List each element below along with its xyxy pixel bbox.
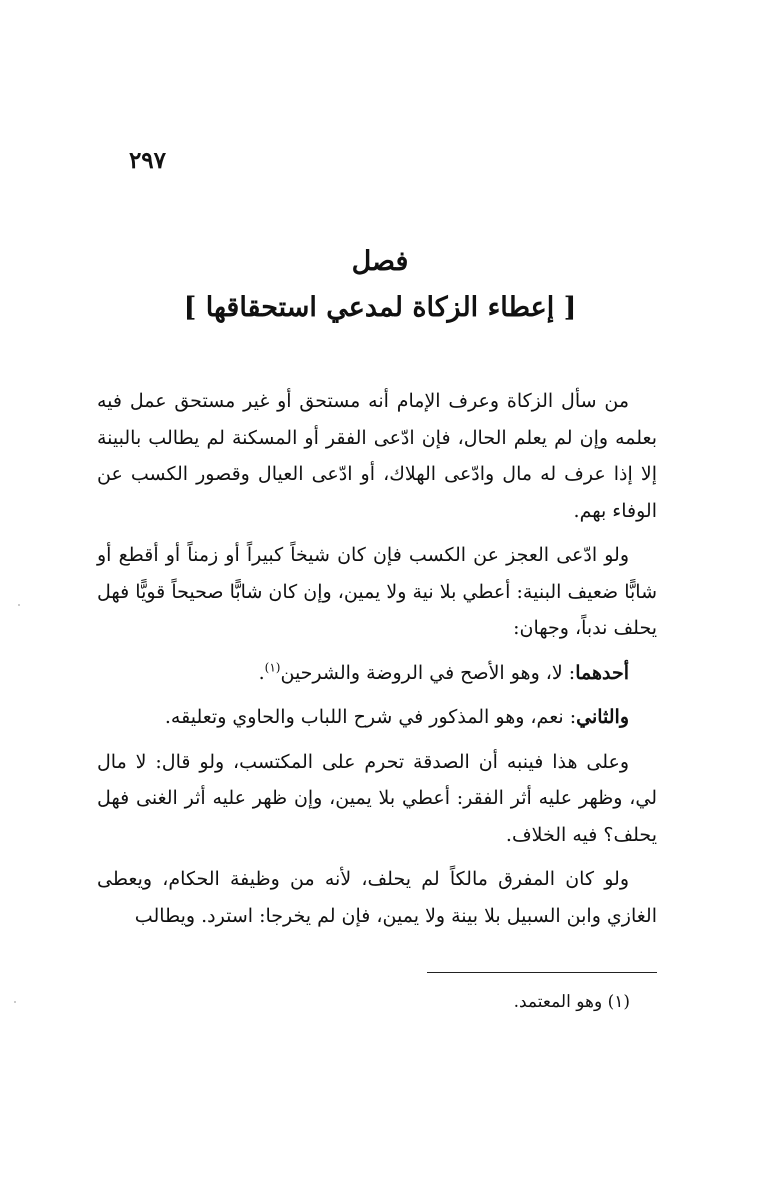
scan-speck xyxy=(18,604,20,606)
paragraph-text: ولو كان المفرق مالكاً لم يحلف، لأنه من وظيفة الحكام، ويعطى الغازي وابن السبيل بلا بينة ولا يمين، فإن لم يخرجا: استرد. ويطالب xyxy=(97,868,657,927)
body-text xyxy=(97,383,657,942)
section-subtitle: [ إعطاء الزكاة لمدعي استحقاقها ] xyxy=(183,292,577,323)
paragraph xyxy=(97,861,657,934)
paragraph-text: ولو ادّعى العجز عن الكسب فإن كان شيخاً كبيراً أو زمناً أو أقطع أو شابًّا ضعيف البنية: أعطي بلا نية ولا يمين، وإن كان شابًّا صحيحاً قويًّا فهل يحلف ندباً، وجهان: xyxy=(97,544,657,639)
scan-speck xyxy=(14,1001,16,1003)
section-title: فصل xyxy=(351,246,409,277)
paragraph-lead: أحدهما xyxy=(575,661,629,684)
footnote-divider xyxy=(427,972,657,973)
paragraph-text: : نعم، وهو المذكور في شرح اللباب والحاوي وتعليقه. xyxy=(164,706,577,728)
paragraph-text: : لا، وهو الأصح في الروضة والشرحين xyxy=(280,661,576,684)
paragraph-lead: والثاني xyxy=(576,706,629,728)
paragraph-text: وعلى هذا فينبه أن الصدقة تحرم على المكتسب، ولو قال: لا مال لي، وظهر عليه أثر الفقر: أعطي بلا يمين، وإن ظهر عليه أثر الغنى فهل يحلف؟ فيه الخلاف. xyxy=(97,750,657,846)
paragraph-text: من سأل الزكاة وعرف الإمام أنه مستحق أو غير مستحق عمل فيه بعلمه وإن لم يعلم الحال، فإن ادّعى الفقر أو المسكنة لم يطالب بالبينة إلا إذا عرف له مال وادّعى الهلاك، أو ادّعى العيال وقصور الكسب عن الوفاء بهم. xyxy=(97,390,657,522)
page-number: ٢٩٧ xyxy=(128,147,166,174)
paragraph xyxy=(97,537,657,647)
paragraph xyxy=(97,699,657,736)
paragraph xyxy=(97,655,657,692)
paragraph xyxy=(97,744,657,854)
paragraph xyxy=(97,383,657,529)
paragraph-tail: . xyxy=(258,661,265,684)
footnote: (١) وهو المعتمد. xyxy=(513,992,630,1012)
footnote-reference[interactable]: (١) xyxy=(264,660,281,675)
